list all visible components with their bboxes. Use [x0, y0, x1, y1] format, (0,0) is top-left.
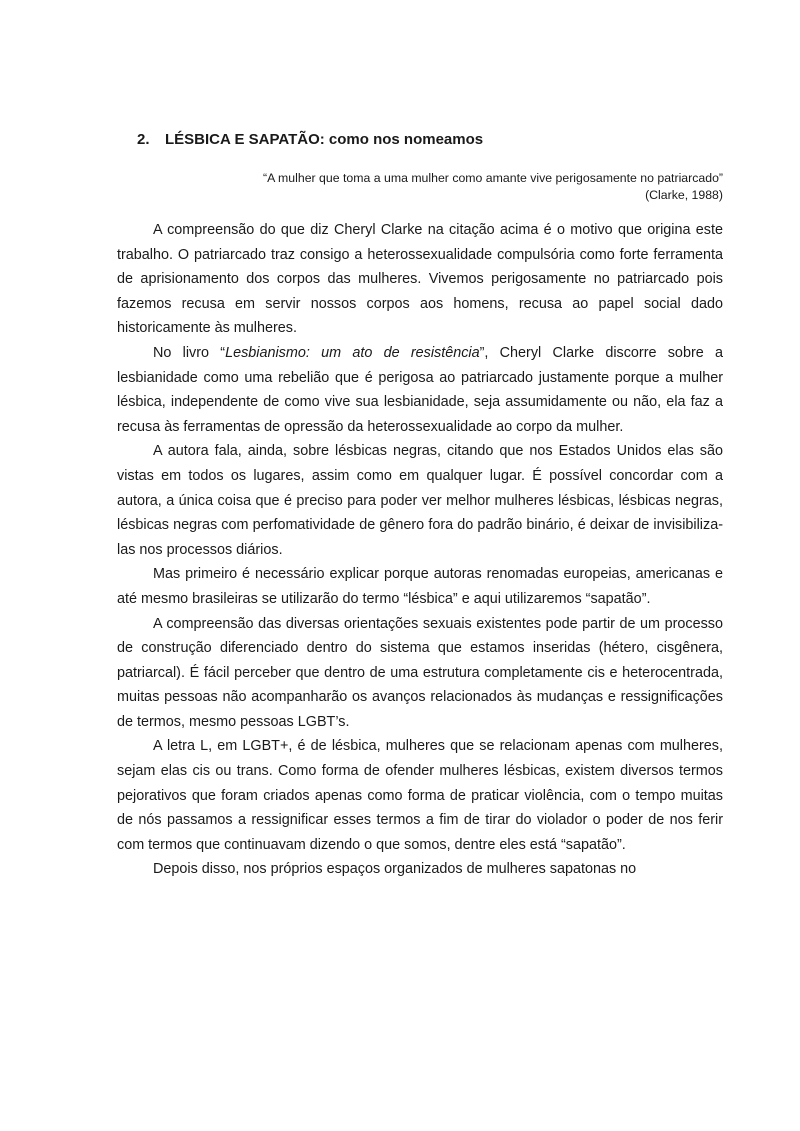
paragraph-2 [117, 341, 723, 439]
paragraph-1: A compreensão do que diz Cheryl Clarke na citação acima é o motivo que origina este trabalho. O patriarcado traz consigo a heterossexualidade compulsória como forte ferramenta de aprisionamento dos corpos das mulheres. Vivemos perigosamente no patriarcado pois fazemos recusa em servir nossos corpos aos homens, recusa ao papel social dado historicamente às mulheres. [117, 222, 723, 337]
section-heading [137, 131, 483, 148]
epigraph-citation: (Clarke, 1988) [645, 188, 723, 202]
epigraph [150, 170, 723, 204]
epigraph-quote: “A mulher que toma a uma mulher como amante vive perigosamente no patriarcado” [263, 171, 723, 185]
paragraph-5: A compreensão das diversas orientações sexuais existentes pode partir de um processo de construção diferenciado dentro do sistema que estamos inseridas (hétero, cisgênera, patriarcal). É fácil perceber que dentro de uma estrutura completamente cis e heterocentrada, muitas pessoas não acompanharão os avanços relacionados às mudanças e ressignificações de termos, mesmo pessoas LGBT’s. [117, 615, 723, 730]
paragraph-6: A letra L, em LGBT+, é de lésbica, mulheres que se relacionam apenas com mulheres, sejam elas cis ou trans. Como forma de ofender mulheres lésbicas, existem diversos termos pejorativos que foram criados apenas como forma de praticar violência, com o tempo muitas de nós passamos a ressignificar esses termos a fim de tirar do violador o poder de nos ferir com termos que continuavam dizendo o que somos, dentre eles está “sapatão”. [117, 738, 723, 853]
book-title: Lesbianismo: um ato de resistência [225, 344, 480, 361]
paragraph-7: Depois disso, nos próprios espaços organizados de mulheres sapatonas no [153, 861, 637, 878]
paragraph-4: Mas primeiro é necessário explicar porque autoras renomadas europeias, americanas e até mesmo brasileiras se utilizarão do termo “lésbica” e aqui utilizaremos “sapatão”. [117, 566, 723, 607]
paragraph-3: A autora fala, ainda, sobre lésbicas negras, citando que nos Estados Unidos elas são vistas em todos os lugares, assim como em qualquer lugar. É possível concordar com a autora, a única coisa que é preciso para poder ver melhor mulheres lésbicas, lésbicas negras, lésbicas negras com perfomatividade de gênero fora do padrão binário, é deixar de invisibiliza-las nos processos diários. [117, 443, 723, 558]
paragraph-2-after: ”, Cheryl Clarke discorre sobre a lesbianidade como uma rebelião que é perigosa ao patriarcado justamente porque a mulher lésbica, independente de como vive sua lesbianidade, seja assumidamente ou não, ela faz a recusa às ferramentas de opressão da heterossexualidade ao corpo da mulher. [117, 344, 723, 435]
section-title: LÉSBICA E SAPATÃO: como nos nomeamos [165, 131, 484, 148]
paragraph-2-before: No livro “ [153, 344, 226, 361]
section-number: 2. [137, 131, 150, 148]
body-text [117, 218, 723, 882]
